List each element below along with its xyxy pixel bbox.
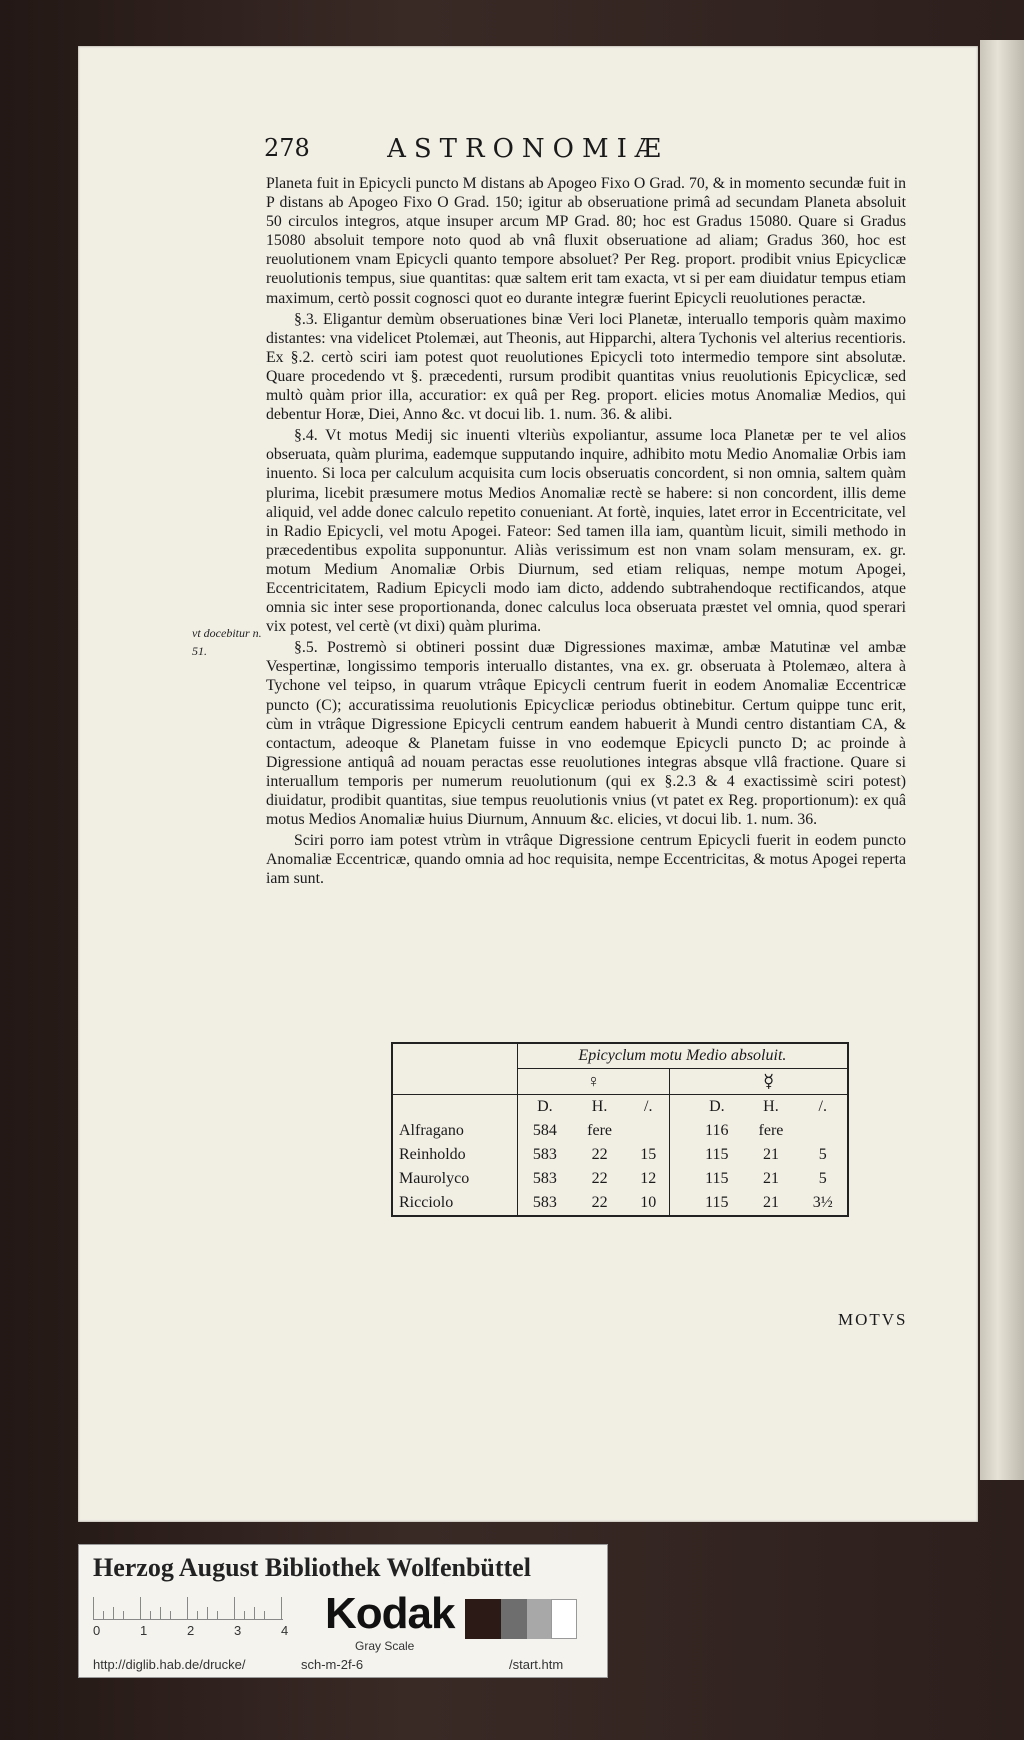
epicycle-table [391,1042,849,1217]
scale-ruler [93,1597,283,1620]
shelfmark: sch-m-2f-6 [301,1657,364,1672]
start-path: /start.htm [509,1657,564,1672]
library-color-card: Herzog August Bibliothek Wolfenbüttel 0 1 2 3 4 Kodak Gray Scale http://diglib.hab.de/drucke/ sch-m-2f-6 /start.htm [78,1544,608,1678]
source-url: http://diglib.hab.de/drucke/ [93,1657,246,1672]
swatch [527,1599,551,1639]
col-header: H. [572,1095,627,1120]
page-header [78,134,978,174]
col-header: D. [690,1095,743,1120]
col-header: /. [799,1095,848,1120]
venus-symbol: ♀ [517,1069,670,1095]
table-caption: Epicyclum motu Medio absoluit. [517,1043,848,1069]
col-header: H. [743,1095,798,1120]
mercury-symbol: ☿ [690,1069,848,1095]
col-header: /. [627,1095,670,1120]
paragraph: Sciri porro iam potest vtrùm in vtrâque Digressione centrum Epicycli fuerit in eodem puncto Anomaliæ Eccentricæ, quando omnia ad hoc requisita, nempe Eccentricitas, & motus Apogei reperta iam sunt. [266,832,906,888]
page-number: 278 [264,134,310,162]
table-row: Ricciolo 583 22 10 115 21 3½ [392,1191,848,1216]
adjacent-page-edge [980,40,1024,1480]
paragraph: §.5. Postremò si obtineri possint duæ Digressiones maximæ, ambæ Matutinæ vel ambæ Vespertinæ, longissimo temporis interuallo distantes, vna ex. gr. obseruata à Ptolemæo, altera à Tychone vel teipso, in quarum vtrâque Epicycli centrum fuerit in eodem Anomaliæ Eccentricæ puncto (C); accuratissima reuolutionis Epicyclicæ periodus obtinebitur. Certum quippe tunc erit, cùm in vtrâque Digressione Epicycli centrum eandem habuerit à Mundi centro distantiam CA, & contactum, adeoque & Planetam fuisse in vno eodemque Epicycli puncto D; ac proinde à Digressione antiquâ ad nouam peractas esse reuolutiones integras absque vllâ fractione. Quare si interuallum temporis per numerum reuolutionum (qui ex §.2.3 & 4 exactissimè sciri potest) diuidatur, prodibit quantitas, siue tempus reuolutionis vnius (vt patet ex Reg. proportionum): ex quâ motus Medios Anomaliæ huius Diurnum, Annuum &c. elicies, vt docui lib. 1. num. 36. [266,639,906,829]
paragraph: §.4. Vt motus Medij sic inuenti vlteriùs expoliantur, assume loca Planetæ per te vel alios obseruata, quàm plurima, eademque supputando inquire, adhibito motu Medio Anomaliæ Orbis iam inuento. Si loca per calculum acquisita cum locis obseruatis concordent, si non omnia, saltem quàm plurima, licebit præsumere motus Medios Anomaliæ rectè se habere: si non concordent, illis deme aliquid, vel adde donec calculo repetito conueniant. At fortè, inquies, latet error in Eccentricitate, vel in Radio Epicycli, vel motu Apogei. Fateor: Sed tamen illa iam, quantùm licuit, simili methodo in præcedentibus expolita supponuntur. Aliàs verissimum est non vnam solam mensuram, ex. gr. motum Medium Anomaliæ Orbis Diurnum, sed etiam reliquas, nempe motum Apogei, Eccentricitatem, Radium Epicycli modo iam dicto, addendo subtrahendoque rectificandos, atque omnia sic inter sese proportionanda, donec calculus loca obseruata præstet vel omnia, quod sperari vix potest, vel certè (vt dixi) quàm plurima. [266,427,906,636]
swatch [501,1599,527,1639]
table-row: Reinholdo 583 22 15 115 21 5 [392,1143,848,1167]
table-row: Alfragano 584 fere 116 fere [392,1119,848,1143]
gray-scale-label: Gray Scale [355,1639,415,1653]
kodak-logo: Kodak [325,1589,455,1638]
row-name: Maurolyco [392,1167,517,1191]
catchword: MOTVS [838,1310,908,1329]
table-row: Maurolyco 583 22 12 115 21 5 [392,1167,848,1191]
library-name: Herzog August Bibliothek Wolfenbüttel [93,1553,531,1582]
margin-note: vt docebitur n. 51. [192,626,262,658]
running-title: ASTRONOMIÆ [387,134,669,164]
row-name: Reinholdo [392,1143,517,1167]
row-name: Alfragano [392,1119,517,1143]
col-header: D. [517,1095,572,1120]
book-page [78,46,978,1522]
table-corner [392,1043,517,1095]
body-text [266,174,906,890]
gray-swatches [465,1599,577,1639]
swatch [551,1599,577,1639]
row-name: Ricciolo [392,1191,517,1216]
paragraph: §.3. Eligantur demùm obseruationes binæ Veri loci Planetæ, interuallo temporis quàm maximo distantes: vna videlicet Ptolemæi, aut Theonis, aut Hipparchi, altera Tychonis vel alterius recentioris. Ex §.2. certò sciri iam potest quot reuolutiones Epicycli toto intermedio tempore sint absolutæ. Quare procedendo vt §. præcedenti, rursum prodibit quantitas vnius reuolutionis Epicyclicæ, sed multò quàm prior illa, accuratior: ex quâ per Reg. proport. elicies motus Anomaliæ Medios, qui debentur Horæ, Diei, Anno &c. vt docui lib. 1. num. 36. & alibi. [266,310,906,424]
paragraph: Planeta fuit in Epicycli puncto M distans ab Apogeo Fixo O Grad. 70, & in momento secundæ fuit in P distans ab Apogeo Fixo O Grad. 150; igitur ab obseruatione primâ ad secundam Planeta absoluit 50 circulos integros, atque insuper arcum MP Grad. 80; hoc est Gradus 15080. Quare si Gradus 15080 absoluit tempore noto quod ab vnâ fluxit obseruatione ad aliam; Gradus 360, hoc est reuolutionem vnam Epicycli quanto tempore absoluet? Per Reg. proport. prodibit vnius Epicyclicæ reuolutionis tempus, siue quantitas: quæ saltem erit tam exacta, vt si per eam diuidatur tempus etiam maximum, certò possit cognosci quot eo durante integræ fuerint Epicycli reuolutiones peractæ. [266,175,906,307]
swatch [465,1599,501,1639]
